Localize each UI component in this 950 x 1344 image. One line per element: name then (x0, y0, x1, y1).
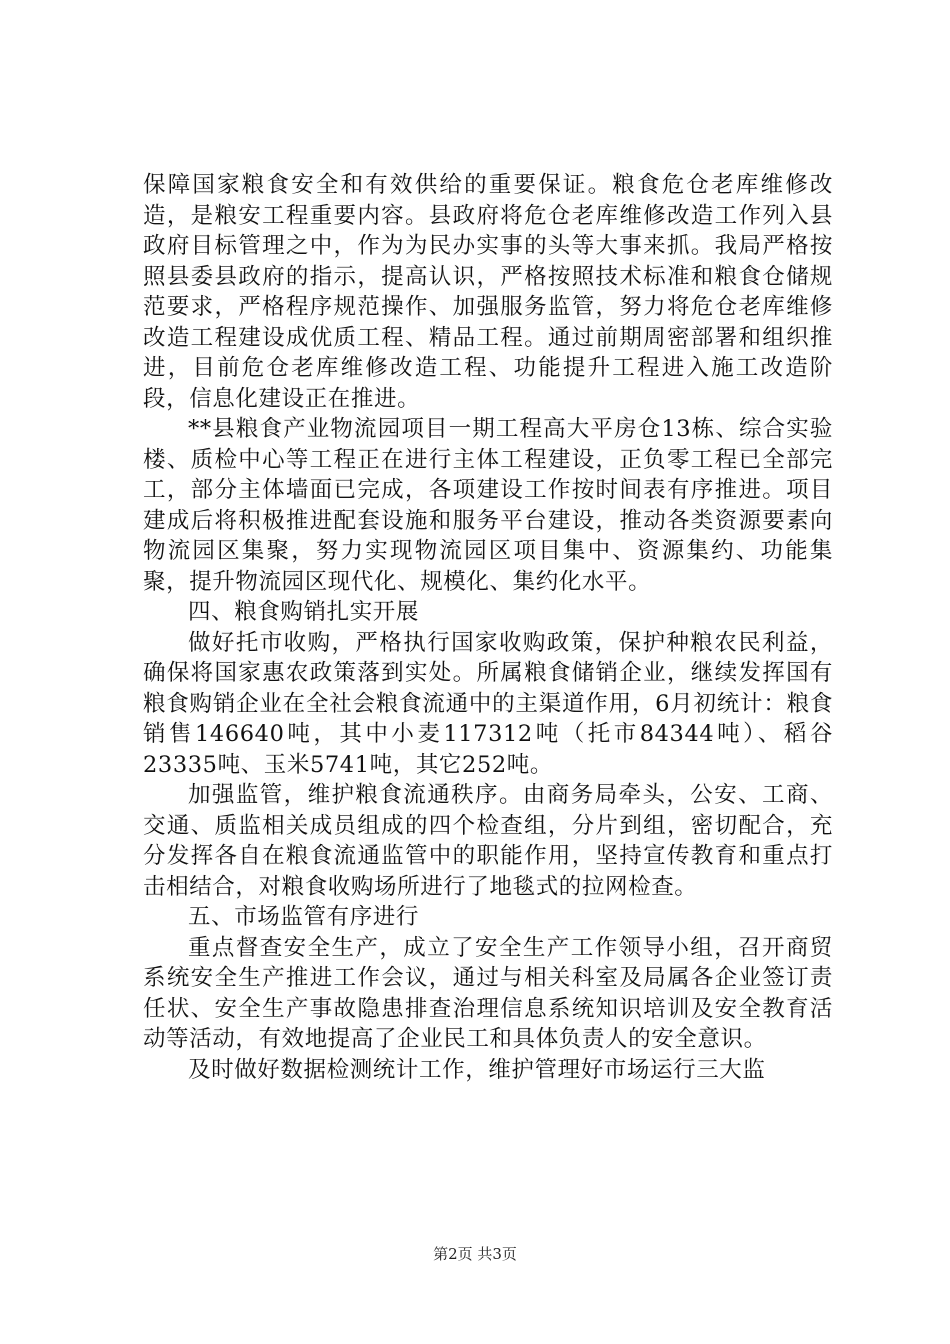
paragraph-data-statistics: 及时做好数据检测统计工作，维护管理好市场运行三大监 (188, 1056, 766, 1083)
paragraph-logistics-park: **县粮食产业物流园项目一期工程高大平房仓13栋、综合实验楼、质检中心等工程正在进行主体工程建设，正负零工程已全部完工，部分主体墙面已完成，各项建设工作按时间表有序推进。项目建成后将积极推进配套设施和服务平台建设，推动各类资源要素向物流园区集聚，努力实现物流园区项目集中、资源集约、功能集聚，提升物流园区现代化、规模化、集约化水平。 (143, 416, 833, 595)
paragraph-continued: 保障国家粮食安全和有效供给的重要保证。粮食危仓老库维修改造，是粮安工程重要内容。县政府将危仓老库维修改造工作列入县政府目标管理之中，作为为民办实事的头等大事来抓。我局严格按照县委县政府的指示，提高认识，严格按照技术标准和粮食仓储规范要求，严格程序规范操作、加强服务监管，努力将危仓老库维修改造工程建设成优质工程、精品工程。通过前期周密部署和组织推进，目前危仓老库维修改造工程、功能提升工程进入施工改造阶段，信息化建设正在推进。 (143, 172, 833, 412)
paragraph-safety-production: 重点督查安全生产，成立了安全生产工作领导小组，召开商贸系统安全生产推进工作会议，通过与相关科室及局属各企业签订责任状、安全生产事故隐患排查治理信息系统知识培训及安全教育活动等活动，有效地提高了企业民工和具体负责人的安全意识。 (143, 934, 833, 1052)
page-footer: 第2页 共3页 (433, 1245, 517, 1263)
document-body (143, 170, 833, 1085)
paragraph-grain-purchase: 做好托市收购，严格执行国家收购政策，保护种粮农民利益，确保将国家惠农政策落到实处。所属粮食储销企业，继续发挥国有粮食购销企业在全社会粮食流通中的主渠道作用，6月初统计：粮食销售146640吨，其中小麦117312吨（托市84344吨）、稻谷23335吨、玉米5741吨，其它252吨。 (143, 629, 833, 778)
section-heading-grain-trade: 四、粮食购销扎实开展 (188, 599, 420, 625)
section-heading-market-supervision: 五、市场监管有序进行 (188, 904, 420, 930)
paragraph-supervision: 加强监管，维护粮食流通秩序。由商务局牵头，公安、工商、交通、质监相关成员组成的四个检查组，分片到组，密切配合，充分发挥各自在粮食流通监管中的职能作用，坚持宣传教育和重点打击相结合，对粮食收购场所进行了地毯式的拉网检查。 (143, 782, 833, 900)
